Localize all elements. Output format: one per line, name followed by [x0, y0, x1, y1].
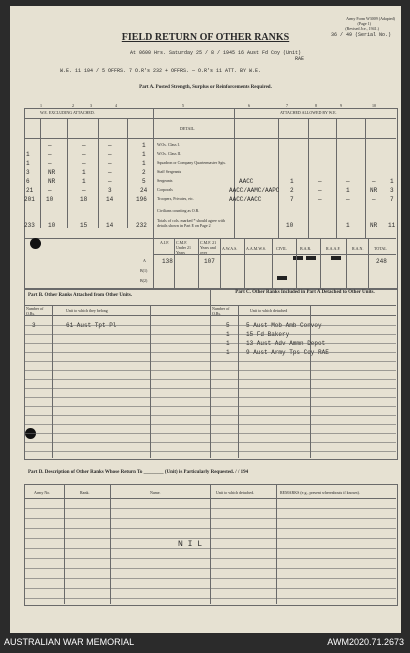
redaction-block — [277, 276, 287, 280]
part-a-title: Part A. Posted Strength, Surplus or Reinforcements Required. — [139, 85, 272, 90]
part-c-col-unit: Unit to which detached — [250, 308, 288, 313]
date-unit-line: At 0600 Hrs. Saturday 25 / 8 / 1945 16 Aust Fd Coy (Unit) — [130, 50, 302, 56]
form-sheet: Army Form W3009 (Adapted) (Page 1) (Revised Jce., 1941.) 36 / 49 (Serial No.) FIELD RETURN OF OTHER RANKS At 0600 Hrs. Saturday 25 / 8 / 1945 16 Aust Fd Coy (Unit) RAE W.E. 11 104 / 5 OFFRS. 7 O.R's 232 + OFFRS. — O.R's 11 ATT. BY W.E. Part A. Posted Strength, Surplus or Reinforcements Required. 1 2 3 4 5 6 7 8 9 10 W.E. EXCLUDING ATTACHED. ATTACHED ALLOWED BY W.E. DETAIL. — — — 1 W.Os. Class I. 1 — — — 1 W.Os. Class II. 1 — — — 1 Squadron or Company Quartermaster Sgts. 3 NR 1 — 2 Staff Sergeants 6 NR 1 — 5 Sergeants AACC 1 — — — 1 21 — — 3 24 Corporals AACC/AAMC/AAPC 2 — 1 NR 3 201 10 18 14 196 Troopers, Privates, etc. AACC/AACC 7 — — — 7 Civilians counting as O.R. 233 10 15 14 232 Totals of cols. marked * should agree with details shown in Part E on Page 2 10 1 NR 11 A.I.F. C.M.F. Under 21 Years C.M.F. 21 Years and over A.W.A.S. A.A.M.W.S. CIVIL B.A.R. R.A.A.F. R.A.N. TOTAL A B(1) B(2) 138 107 248 Part B. Other Ranks Attached from Other Units. Part C. Other Ranks Included in Part A Detached to Other Units. Number of O.Rs. Unit to which they belong Number of O.Rs. Unit to which detached 3 61 Aust Tpt Pl 5 5 Aust Mob Amb Convoy 1 15 Fd Bakery 1 13 Aust Adv Ammn Depot 1 9 Aust Army Tps Coy RAE Part D. Description of Other Ranks Whose Return To ________ (Unit) is Particularly Requested. / / 194 Army No. Rank. Name. Unit to which detached. REMARKS (e.g., present whereabouts if known). N I L — [10, 6, 401, 633]
revised-label: (Revised Jce., 1941.) — [345, 26, 379, 31]
table-row: 1 — — — 1 Squadron or Company Quartermaster Sgts. — [26, 160, 226, 167]
bar-label: B.A.R. — [300, 246, 312, 251]
table-row: 1 — — — 1 W.Os. Class II. — [26, 151, 182, 158]
caption-left: AUSTRALIAN WAR MEMORIAL — [4, 637, 135, 647]
raaf-label: R.A.A.F. — [326, 246, 341, 251]
part-c-title: Part C. Other Ranks Included in Part A Detached to Other Units. — [235, 290, 375, 295]
part-b-title: Part B. Other Ranks Attached from Other Units. — [28, 293, 133, 298]
header-attached: ATTACHED ALLOWED BY W.E. — [280, 110, 337, 115]
part-c-col-no: Number of O.Rs. — [212, 306, 230, 316]
civilians-label: Civilians counting as O.R. — [157, 208, 200, 213]
awas-label: A.W.A.S. — [222, 246, 238, 251]
rae-mark: RAE — [295, 56, 305, 62]
page-label: (Page 1) — [357, 21, 371, 26]
caption-right: AWM2020.71.2673 — [327, 637, 404, 647]
aif-value: 138 — [162, 258, 173, 265]
redaction-block — [331, 256, 341, 260]
part-bc-frame — [24, 288, 398, 460]
we-line: W.E. 11 104 / 5 OFFRS. 7 O.R's 232 + OFFRS. — O.R's 11 ATT. BY W.E. — [60, 68, 262, 74]
part-b-row-unit: 61 Aust Tpt Pl — [66, 322, 117, 329]
cmf-under-label: C.M.F. Under 21 Years — [176, 240, 191, 255]
total-label: TOTAL — [374, 246, 387, 251]
ran-label: R.A.N. — [352, 246, 364, 251]
army-form-label: Army Form W3009 (Adapted) — [346, 16, 395, 21]
grand-total-value: 248 — [376, 258, 387, 265]
table-row: 201 10 18 14 196 Troopers, Privates, etc. AACC/AACC 7 — — — 7 — [24, 196, 394, 203]
nil-entry: N I L — [178, 540, 203, 549]
punch-hole — [30, 238, 41, 249]
part-b-col-unit: Unit to which they belong — [66, 308, 108, 313]
part-b-row-count: 3 — [32, 322, 36, 329]
cmf-value: 107 — [204, 258, 215, 265]
totals-row: 233 10 15 14 232 Totals of cols. marked * should agree with details shown in Part E on Page 2 10 1 NR 11 — [24, 218, 396, 229]
table-row: 6 NR 1 — 5 Sergeants AACC 1 — — — 1 — [26, 178, 394, 185]
civil-label: CIVIL — [276, 246, 287, 251]
punch-hole — [25, 428, 36, 439]
header-detail: DETAIL. — [180, 126, 196, 131]
redaction-block — [293, 256, 303, 260]
table-row: — — — 1 W.Os. Class I. — [48, 142, 180, 149]
part-d-title: Part D. Description of Other Ranks Whose Return To ________ (Unit) is Particularly Requested. / / 194 — [28, 470, 249, 475]
header-we-excl: W.E. EXCLUDING ATTACHED. — [40, 110, 95, 115]
aif-label: A.I.F. — [160, 240, 170, 245]
form-title: FIELD RETURN OF OTHER RANKS — [121, 32, 290, 43]
table-row: 21 — — 3 24 Corporals AACC/AAMC/AAPC 2 — 1 NR 3 — [26, 187, 394, 194]
redaction-block — [306, 256, 316, 260]
part-b-col-no: Number of O.Rs. — [26, 306, 44, 316]
table-row: 3 NR 1 — 2 Staff Sergeants — [26, 169, 182, 176]
aamws-label: A.A.M.W.S. — [246, 246, 266, 251]
cmf-over-label: C.M.F. 21 Years and over — [200, 240, 217, 255]
serial-no: 36 / 49 (Serial No.) — [330, 32, 391, 38]
